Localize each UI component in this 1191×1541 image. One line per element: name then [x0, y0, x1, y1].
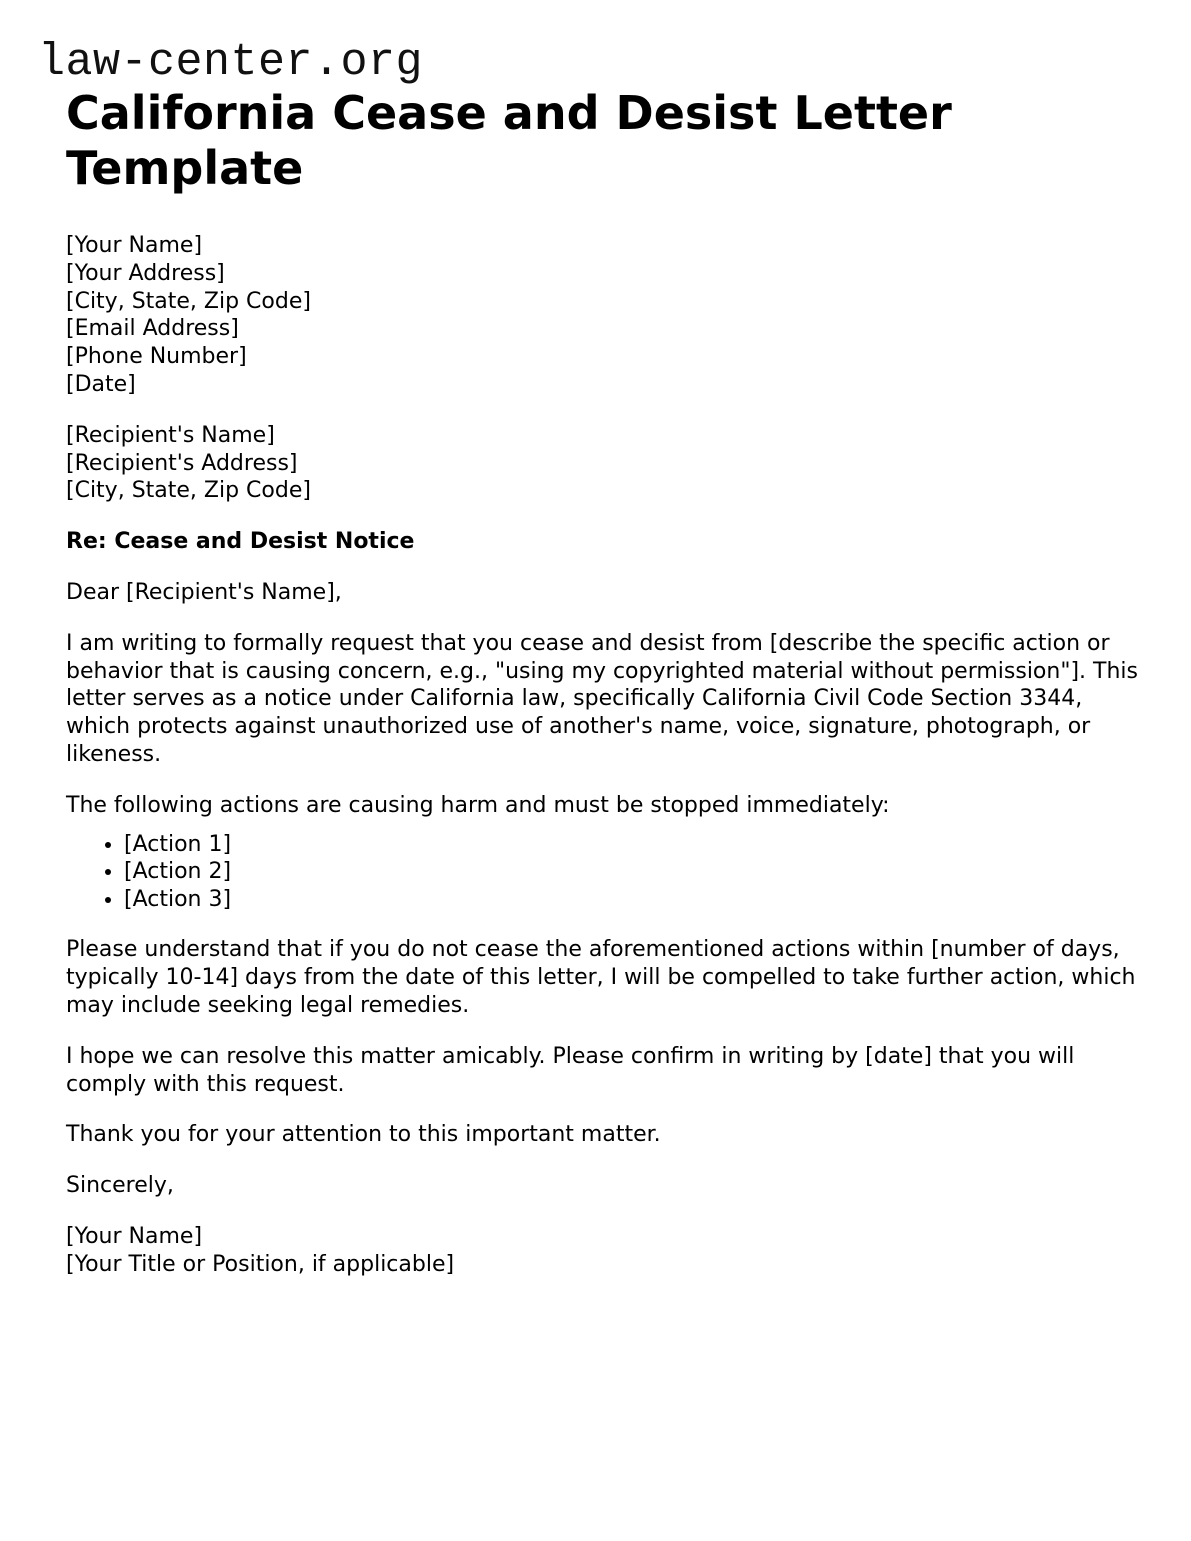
site-name: law-center.org [38, 37, 424, 88]
salutation: Dear [Recipient's Name], [66, 579, 342, 605]
sender-name: [Your Name] [66, 233, 203, 258]
page-title: California Cease and Desist Letter Template [66, 86, 952, 195]
sender-block [66, 232, 1146, 399]
paragraph-warning: Please understand that if you do not cease the aforementioned actions within [number of days, typically 10-14] days from the date of this letter, I will be compelled to take further action, which may include seeking legal remedies. [66, 937, 1136, 1018]
signature-block [66, 1223, 1146, 1279]
sender-date: [Date] [66, 371, 136, 397]
recipient-name: [Recipient's Name] [66, 422, 275, 448]
paragraph-thanks: Thank you for your attention to this important matter. [66, 1122, 661, 1148]
subject-line: Re: Cease and Desist Notice [66, 529, 415, 555]
actions-list [66, 831, 1146, 914]
recipient-city: [City, State, Zip Code] [66, 478, 311, 504]
recipient-block [66, 422, 1146, 505]
signature-title: [Your Title or Position, if applicable] [66, 1251, 455, 1277]
list-item: • [Action 3] [124, 886, 1146, 914]
sender-address: [Your Address] [66, 260, 225, 286]
paragraph-request: I am writing to formally request that you cease and desist from [describe the specific action or behavior that is causing concern, e.g., "using my copyrighted material without permission"]. This letter serves as a notice under California law, specifically California Civil Code Section 3344, which protects against unauthorized use of another's name, voice, signature, photograph, or likeness. [66, 630, 1138, 767]
sender-phone: [Phone Number] [66, 344, 247, 370]
letter-document [66, 86, 1146, 1279]
signature-name: [Your Name] [66, 1223, 203, 1249]
paragraph-actions-intro: The following actions are causing harm and must be stopped immediately: [66, 792, 890, 818]
list-item: • [Action 1] [124, 831, 1146, 859]
sender-city: [City, State, Zip Code] [66, 288, 311, 314]
list-item: • [Action 2] [124, 858, 1146, 886]
closing: Sincerely, [66, 1173, 174, 1199]
paragraph-resolve: I hope we can resolve this matter amicably. Please confirm in writing by [date] that you will comply with this request. [66, 1043, 1075, 1097]
sender-email: [Email Address] [66, 316, 239, 342]
recipient-address: [Recipient's Address] [66, 450, 298, 476]
